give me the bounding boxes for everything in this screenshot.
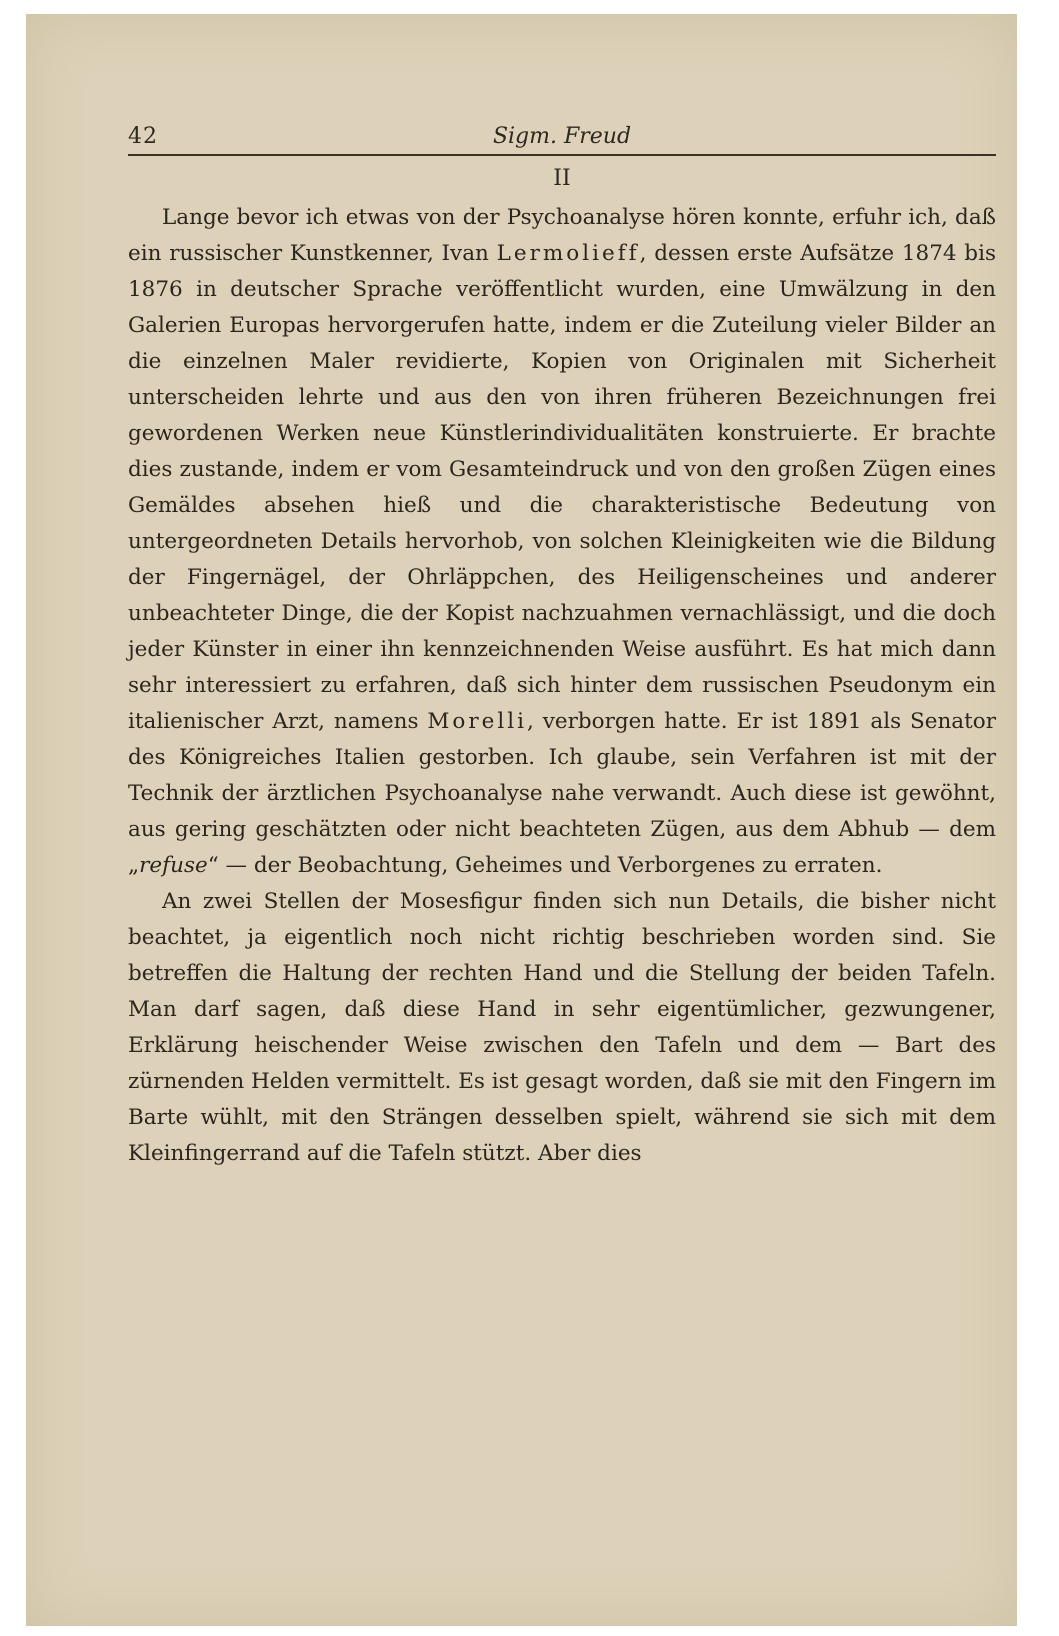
page-header xyxy=(128,120,996,156)
italic-word-refuse: refuse xyxy=(139,853,208,878)
paragraph-1-part-3: , verborgen hatte. Er ist 1891 als Senator des Königreiches Italien gestorben. Ich glaube, sein Verfahren ist mit der Technik der ärztlichen Psychoanalyse nahe verwandt. Auch diese ist gewöhnt, aus gering geschätzten oder nicht beachteten Zügen, aus dem Abhub — dem „ xyxy=(128,709,996,878)
paragraph-1 xyxy=(128,200,996,884)
paragraph-1-part-4: “ — der Beobachtung, Geheimes und Verborgenes zu erraten. xyxy=(207,853,883,878)
name-lermolieff: Lermolieff xyxy=(496,241,640,266)
paragraph-1-part-2: , dessen erste Aufsätze 1874 bis 1876 in deutscher Sprache veröffentlicht wurden, eine Umwälzung in den Galerien Europas hervorgerufen hatte, indem er die Zuteilung vieler Bilder an die einzelnen Maler revidierte, Kopien von Originalen mit Sicherheit unterscheiden lehrte und aus den von ihren früheren Bezeichnungen frei gewordenen Werken neue Künstlerindividualitäten konstruierte. Er brachte dies zustande, indem er vom Gesamteindruck und von den großen Zügen eines Gemäldes absehen hieß und die charakteristische Bedeutung von untergeordneten Details hervorhob, von solchen Kleinigkeiten wie die Bildung der Fingernägel, der Ohrläppchen, des Heiligenscheines und anderer unbeachteter Dinge, die der Kopist nachzuahmen vernachlässigt, und die doch jeder Künster in einer ihn kennzeichnenden Weise ausführt. Es hat mich dann sehr interessiert zu erfahren, daß sich hinter dem russischen Pseudonym ein italienischer Arzt, namens xyxy=(128,241,996,734)
page-number: 42 xyxy=(128,124,158,149)
paragraph-1-part-1: Lange bevor ich etwas von der Psychoanalyse hören konnte, erfuhr ich, daß ein russischer Kunstkenner, Ivan xyxy=(128,205,996,266)
paragraph-2: An zwei Stellen der Mosesfigur finden sich nun Details, die bisher nicht beachtet, ja eigentlich noch nicht richtig beschrieben worden sind. Sie betreffen die Haltung der rechten Hand und die Stellung der beiden Tafeln. Man darf sagen, daß diese Hand in sehr eigentümlicher, gezwungener, Erklärung heischender Weise zwischen den Tafeln und dem — Bart des zürnenden Helden vermittelt. Es ist gesagt worden, daß sie mit den Fingern im Barte wühlt, mit den Strängen desselben spielt, während sie sich mit dem Kleinfingerrand auf die Tafeln stützt. Aber dies xyxy=(128,889,996,1166)
body-text xyxy=(128,200,996,1172)
name-morelli: Morelli xyxy=(427,709,527,734)
section-number: II xyxy=(553,166,571,191)
running-head: Sigm. Freud xyxy=(492,124,632,149)
